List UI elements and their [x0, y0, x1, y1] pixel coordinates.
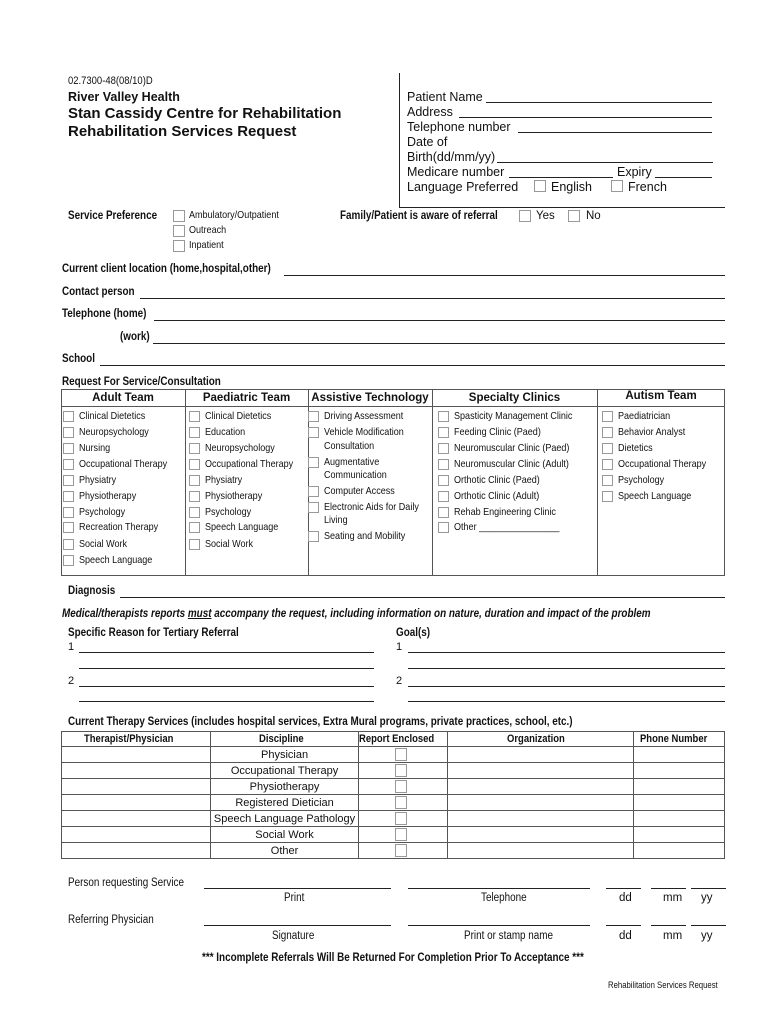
discipline-cell: Physician	[210, 747, 359, 763]
french-checkbox[interactable]	[611, 180, 623, 192]
dob-label: Date of	[407, 135, 448, 149]
table-row	[62, 795, 725, 811]
table-row	[62, 843, 725, 859]
aware-no-checkbox[interactable]	[568, 210, 580, 222]
english-label: English	[551, 180, 592, 194]
report-cell[interactable]	[359, 843, 447, 859]
form-title: Stan Cassidy Centre for Rehabilitation	[68, 105, 342, 122]
address-label: Address	[407, 105, 453, 119]
medicare-field[interactable]	[509, 177, 613, 178]
dd-field-1[interactable]	[606, 888, 641, 889]
reason-field-1b[interactable]	[79, 668, 374, 669]
phone-cell[interactable]	[634, 779, 725, 795]
goal-field-1[interactable]	[408, 652, 725, 653]
paediatric-team-header: Paediatric Team	[202, 392, 291, 404]
organization-cell[interactable]	[447, 795, 633, 811]
reason-field-1[interactable]	[79, 652, 374, 653]
aware-no-label: No	[586, 210, 601, 222]
note-post: accompany the request, including information on nature, duration and impact of the problem	[211, 608, 651, 620]
phone-cell[interactable]	[634, 843, 725, 859]
organization-cell[interactable]	[447, 763, 633, 779]
organization-cell[interactable]	[447, 843, 633, 859]
phone-cell[interactable]	[634, 795, 725, 811]
note-pre: Medical/therapists reports	[62, 608, 188, 620]
reason-field-2[interactable]	[79, 686, 374, 687]
mm-field-1[interactable]	[651, 888, 686, 889]
address-field[interactable]	[459, 117, 712, 118]
patient-box-border	[399, 73, 400, 208]
autism-team-header: Autism Team	[625, 390, 697, 402]
dob-field[interactable]	[497, 162, 713, 163]
telephone-sig-field[interactable]	[408, 888, 590, 889]
request-title: Request For Service/Consultation	[62, 376, 221, 388]
ambulatory-checkbox[interactable]	[173, 210, 185, 222]
mm-label-2: mm	[663, 930, 683, 942]
therapist-cell[interactable]	[62, 763, 211, 779]
print-label: Print	[284, 892, 305, 904]
organization-cell[interactable]	[447, 827, 633, 843]
english-checkbox[interactable]	[534, 180, 546, 192]
organization-cell[interactable]	[447, 747, 633, 763]
telephone-label: Telephone number	[407, 120, 511, 134]
inpatient-checkbox[interactable]	[173, 240, 185, 252]
aware-yes-checkbox[interactable]	[519, 210, 531, 222]
dob-label-2: Birth(dd/mm/yy)	[407, 150, 496, 164]
therapy-title: Current Therapy Services (includes hospital services, Extra Mural programs, private practices, school, etc.)	[68, 716, 573, 728]
goal-field-2b[interactable]	[408, 701, 725, 702]
phone-cell[interactable]	[634, 747, 725, 763]
dd-label-2: dd	[619, 930, 632, 942]
therapist-cell[interactable]	[62, 827, 211, 843]
goal-field-2[interactable]	[408, 686, 725, 687]
phone-header: Phone Number	[634, 732, 725, 747]
tel-work-label: (work)	[120, 331, 150, 343]
tel-home-label: Telephone (home)	[62, 308, 147, 320]
form-code: 02.7300-48(08/10)D	[68, 75, 153, 87]
note-must: must	[187, 608, 212, 620]
report-cell[interactable]	[359, 747, 447, 763]
yy-label-2: yy	[701, 930, 713, 942]
mm-field-2[interactable]	[651, 925, 686, 926]
expiry-field[interactable]	[655, 177, 712, 178]
print-stamp-label: Print or stamp name	[464, 930, 554, 942]
yy-field-2[interactable]	[691, 925, 726, 926]
table-row	[62, 827, 725, 843]
therapist-cell[interactable]	[62, 779, 211, 795]
signature-field[interactable]	[204, 925, 391, 926]
specialty-clinics-header: Specialty Clinics	[468, 392, 561, 404]
discipline-cell: Physiotherapy	[210, 779, 359, 795]
therapist-cell[interactable]	[62, 795, 211, 811]
org-name: River Valley Health	[68, 90, 180, 104]
dd-label-1: dd	[619, 892, 632, 904]
assistive-tech-header: Assistive Technology	[311, 392, 429, 404]
table-row	[62, 763, 725, 779]
discipline-cell: Occupational Therapy	[210, 763, 359, 779]
person-requesting-label: Person requesting Service	[68, 877, 185, 889]
medicare-label: Medicare number	[407, 165, 505, 179]
goals-label: Goal(s)	[396, 627, 431, 639]
organization-header: Organization	[447, 732, 633, 747]
school-label: School	[62, 353, 95, 365]
yy-field-1[interactable]	[691, 888, 726, 889]
french-label: French	[628, 180, 667, 194]
adult-team-header: Adult Team	[92, 392, 154, 404]
organization-cell[interactable]	[447, 779, 633, 795]
goal-field-1b[interactable]	[408, 668, 725, 669]
col-sep-1	[185, 389, 186, 576]
reason-field-2b[interactable]	[79, 701, 374, 702]
contact-person-field[interactable]	[140, 298, 725, 299]
aware-label: Family/Patient is aware of referral	[340, 210, 498, 222]
referring-physician-label: Referring Physician	[68, 914, 154, 926]
report-cell[interactable]	[359, 827, 447, 843]
therapist-header: Therapist/Physician	[62, 732, 211, 747]
request-header-divider	[61, 406, 725, 407]
goal-num-1: 1	[396, 641, 403, 653]
col-sep-4	[597, 389, 598, 576]
diagnosis-field[interactable]	[120, 597, 725, 598]
dd-field-2[interactable]	[606, 925, 641, 926]
signature-label: Signature	[272, 930, 315, 942]
therapist-cell[interactable]	[62, 747, 211, 763]
diagnosis-label: Diagnosis	[68, 585, 116, 597]
footer-text: Rehabilitation Services Request	[608, 980, 718, 990]
service-pref-label: Service Preference	[68, 210, 158, 222]
therapist-cell[interactable]	[62, 811, 211, 827]
report-header: Report Enclosed	[359, 732, 447, 747]
incomplete-warning: *** Incomplete Referrals Will Be Returned For Completion Prior To Acceptance ***	[202, 952, 584, 964]
report-cell[interactable]	[359, 779, 447, 795]
reports-note	[62, 608, 746, 620]
print-stamp-field[interactable]	[408, 925, 590, 926]
reason-label: Specific Reason for Tertiary Referral	[68, 627, 239, 639]
language-label: Language Preferred	[407, 180, 519, 194]
form-subtitle: Rehabilitation Services Request	[68, 123, 297, 140]
school-field[interactable]	[100, 365, 725, 366]
mm-label-1: mm	[663, 892, 683, 904]
patient-name-field[interactable]	[486, 102, 712, 103]
therapist-cell[interactable]	[62, 843, 211, 859]
outreach-checkbox[interactable]	[173, 225, 185, 237]
organization-cell[interactable]	[447, 811, 633, 827]
tel-work-field[interactable]	[153, 343, 725, 344]
telephone-field[interactable]	[518, 132, 712, 133]
telephone-sig-label: Telephone	[481, 892, 527, 904]
expiry-label: Expiry	[617, 165, 652, 179]
discipline-cell: Speech Language Pathology	[210, 811, 359, 827]
reason-num-1: 1	[68, 641, 75, 653]
location-field[interactable]	[284, 275, 725, 276]
discipline-header: Discipline	[210, 732, 359, 747]
tel-home-field[interactable]	[154, 320, 725, 321]
discipline-cell: Other	[210, 843, 359, 859]
therapy-table	[61, 731, 725, 859]
location-label: Current client location (home,hospital,other)	[62, 263, 271, 275]
report-cell[interactable]	[359, 795, 447, 811]
report-cell[interactable]	[359, 811, 447, 827]
col-sep-3	[432, 389, 433, 576]
phone-cell[interactable]	[634, 811, 725, 827]
discipline-cell: Social Work	[210, 827, 359, 843]
contact-person-label: Contact person	[62, 286, 135, 298]
table-row	[62, 779, 725, 795]
report-cell[interactable]	[359, 763, 447, 779]
table-row	[62, 811, 725, 827]
aware-yes-label: Yes	[536, 210, 555, 222]
phone-cell[interactable]	[634, 827, 725, 843]
reason-num-2: 2	[68, 675, 75, 687]
table-row	[62, 747, 725, 763]
patient-name-label: Patient Name	[407, 90, 483, 104]
yy-label-1: yy	[701, 892, 713, 904]
phone-cell[interactable]	[634, 763, 725, 779]
goal-num-2: 2	[396, 675, 403, 687]
print-field[interactable]	[204, 888, 391, 889]
discipline-cell: Registered Dietician	[210, 795, 359, 811]
patient-box-bottom	[399, 207, 725, 208]
